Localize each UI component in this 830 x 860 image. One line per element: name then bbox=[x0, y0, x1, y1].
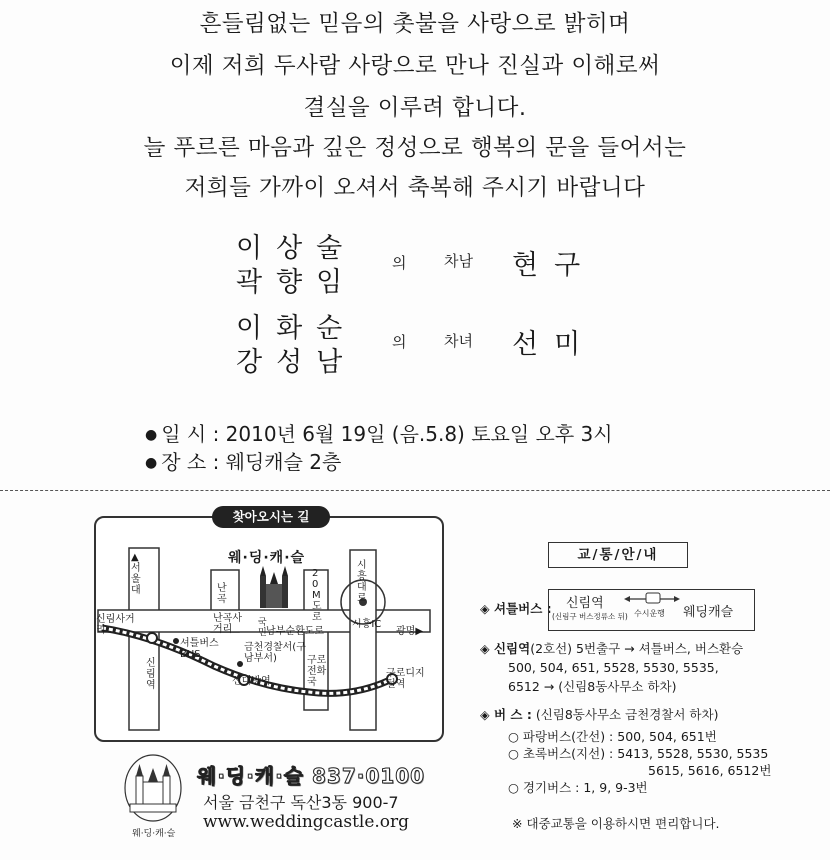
gyeonggi-bus-row: ○ 경기버스 : 1, 9, 9-3번 bbox=[508, 780, 648, 795]
bride-name: 선미 bbox=[512, 329, 597, 360]
bride-mother-name: 강성남 bbox=[236, 347, 357, 378]
map-venue-label: 웨·딩·캐·슬 bbox=[228, 550, 306, 566]
groom-of: 의 bbox=[392, 254, 407, 272]
shuttle-from: 신림역 bbox=[566, 596, 604, 611]
transit-title: 교/통/안/내 bbox=[548, 542, 688, 568]
invitation-line-2: 이제 저희 두사람 사랑으로 만나 진실과 이해로써 bbox=[169, 53, 661, 79]
map-title: 찾아오시는 길 bbox=[212, 506, 330, 528]
groom-mother-name: 곽향임 bbox=[236, 267, 357, 298]
map-label-sindaebang: 신대방역 bbox=[232, 676, 271, 687]
date-text: 일 시 : 2010년 6월 19일 (음.5.8) 토요일 오후 3시 bbox=[161, 422, 613, 446]
green-bus-row-2: 5615, 5616, 6512번 bbox=[648, 763, 772, 778]
bride-father-name: 이화순 bbox=[236, 313, 357, 344]
sillim-row-2: 500, 504, 651, 5528, 5530, 5535, bbox=[508, 660, 719, 675]
groom-relation: 차남 bbox=[444, 252, 473, 270]
map-label-seoul-univ: ▲서울대 bbox=[131, 552, 141, 596]
bus-row: ◈ 버 스 : (신림8동사무소 금천경찰서 하차) bbox=[480, 707, 719, 722]
transit-note: ※ 대중교통을 이용하시면 편리합니다. bbox=[512, 816, 720, 831]
map-label-siheung-daero: 시흥대로 bbox=[357, 560, 367, 604]
cut-line bbox=[0, 490, 830, 491]
groom-name: 현구 bbox=[512, 250, 597, 281]
logo-text: 웨·딩·캐·슬 bbox=[132, 829, 176, 839]
groom-father-name: 이상술 bbox=[236, 233, 357, 264]
phone-number: 웨·딩·캐·슬 837·0100 bbox=[197, 764, 426, 788]
invitation-line-4: 늘 푸르른 마음과 깊은 정성으로 행복의 문을 들어서는 bbox=[143, 135, 687, 161]
bus-stop-marker bbox=[173, 638, 179, 644]
map-label-nanggok-crossroad: 난곡사거리 bbox=[213, 613, 242, 635]
place-text: 장 소 : 웨딩캐슬 2층 bbox=[161, 450, 342, 474]
green-bus-row: ○ 초록버스(지선) : 5413, 5528, 5530, 5535 bbox=[508, 746, 769, 761]
sillim-station-marker bbox=[147, 633, 157, 643]
shuttle-label: ◈ 셔틀버스 : bbox=[480, 601, 552, 616]
police-marker bbox=[237, 661, 243, 667]
bride-of: 의 bbox=[392, 333, 407, 351]
place-line bbox=[145, 446, 341, 475]
map-label-nambu-ring: 남부순환도로 bbox=[266, 626, 324, 637]
map-label-geumcheon-police: 금천경찰서(구남부서) bbox=[244, 642, 306, 664]
castle-logo-icon bbox=[122, 752, 184, 824]
map-label-sillim-crossroad: 신림사거리 bbox=[96, 614, 135, 636]
map-label-nanggok: 난곡 bbox=[217, 583, 227, 605]
invitation-line-1: 흔들림없는 믿음의 촛불을 사랑으로 밝히며 bbox=[199, 11, 631, 37]
map-label-guro-telecom: 구로전화국 bbox=[307, 655, 327, 688]
shuttle-mid: 수시운행 bbox=[634, 609, 665, 618]
shuttle-to: 웨딩캐슬 bbox=[683, 605, 734, 620]
map-label-sillim-station: 신림역 bbox=[146, 658, 156, 691]
blue-bus-row: ○ 파랑버스(간선) : 500, 504, 651번 bbox=[508, 729, 717, 744]
invitation-line-3: 결실을 이루려 합니다. bbox=[303, 95, 527, 121]
address: 서울 금천구 독산3동 900-7 bbox=[203, 793, 399, 812]
sillim-row-3: 6512 → (신림8동사무소 하차) bbox=[508, 679, 677, 694]
shuttle-arrow-icon bbox=[624, 592, 680, 606]
bullet-icon: ● bbox=[145, 455, 158, 471]
bullet-icon: ● bbox=[145, 427, 158, 443]
map-label-shuttle-bus: 셔틀버스BUS bbox=[180, 638, 219, 660]
date-line bbox=[145, 418, 613, 447]
website-url[interactable]: www.weddingcastle.org bbox=[203, 812, 410, 832]
sillim-row-1: ◈ 신림역(2호선) 5번출구 → 셔틀버스, 버스환승 bbox=[480, 641, 744, 656]
map-label-siheung-ic: 시흥IC bbox=[352, 619, 382, 630]
bride-relation: 차녀 bbox=[444, 332, 473, 350]
map-label-20m-road: 20M도로 bbox=[312, 568, 322, 623]
invitation-line-5: 저희들 가까이 오셔서 축복해 주시기 바랍니다 bbox=[184, 175, 646, 201]
shuttle-from-sub: (신림구 버스정류소 뒤) bbox=[552, 612, 628, 621]
map-label-guro-digital: 구로디지털역 bbox=[386, 668, 425, 690]
map-label-gwangmyeong: 광명▶ bbox=[396, 626, 424, 637]
map-label-gukmin: 국민 bbox=[258, 618, 267, 638]
castle-icon bbox=[260, 566, 288, 608]
